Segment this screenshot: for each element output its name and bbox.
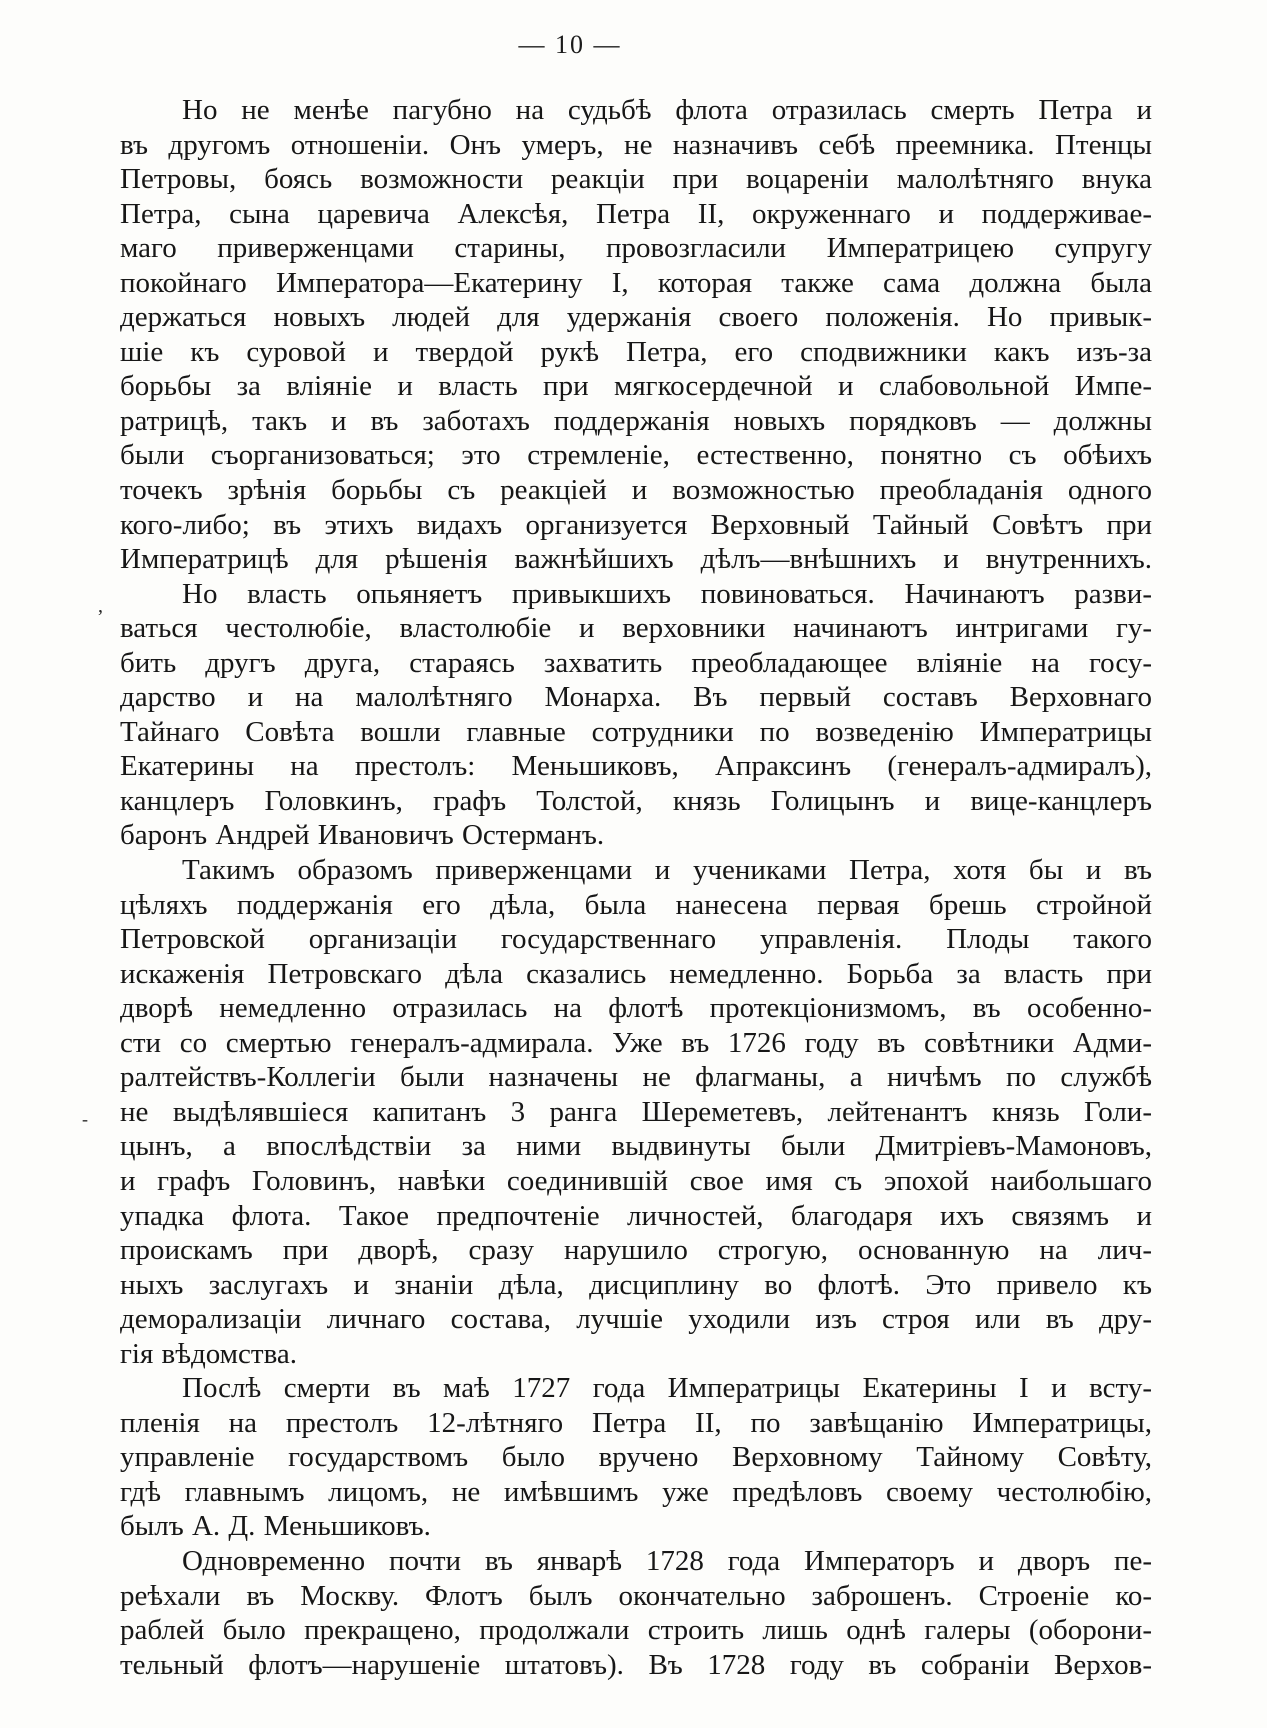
text-line: управленіе государствомъ было вручено Верховному Тайному Совѣту, [120, 1441, 1152, 1474]
text-line: кого-либо; въ этихъ видахъ организуется Верховный Тайный Совѣтъ при [120, 508, 1152, 541]
text-line: упадка флота. Такое предпочтеніе личностей, благодаря ихъ связямъ и [120, 1199, 1152, 1232]
text-line: Императрицѣ для рѣшенія важнѣйшихъ дѣлъ—внѣшнихъ и внутреннихъ. [120, 543, 1152, 576]
print-artifact: ‚ [97, 595, 104, 617]
text-line: ратрицѣ, такъ и въ заботахъ поддержанія новыхъ порядковъ — должны [120, 404, 1152, 437]
paragraph [120, 577, 1152, 853]
text-block [120, 93, 1152, 1682]
paragraph [120, 853, 1152, 1371]
text-line: Одновременно почти въ январѣ 1728 года Императоръ и дворъ пе- [182, 1544, 1152, 1577]
print-artifact: - [82, 1109, 88, 1129]
text-line: Петра, сына царевича Алексѣя, Петра II, окруженнаго и поддерживае- [120, 197, 1152, 230]
text-line: ралтействъ-Коллегіи были назначены не флагманы, а ничѣмъ по службѣ [120, 1061, 1152, 1094]
text-line: гдѣ главнымъ лицомъ, не имѣвшимъ уже предѣловъ своему честолюбію, [120, 1475, 1152, 1508]
text-line: проискамъ при дворѣ, сразу нарушило строгую, основанную на лич- [120, 1234, 1152, 1267]
text-line: ныхъ заслугахъ и знаніи дѣла, дисциплину во флотѣ. Это привело къ [120, 1268, 1152, 1301]
text-line: Такимъ образомъ приверженцами и учениками Петра, хотя бы и въ [182, 854, 1152, 887]
text-line: Но власть опьяняетъ привыкшихъ повиноваться. Начинаютъ разви- [182, 577, 1152, 610]
text-line: бить другъ друга, стараясь захватить преобладающее вліяніе на госу- [120, 646, 1152, 679]
text-line: дворѣ немедленно отразилась на флотѣ протекціонизмомъ, въ особенно- [120, 992, 1152, 1025]
text-line: деморализаціи личнаго состава, лучшіе уходили изъ строя или въ дру- [120, 1303, 1152, 1336]
text-line: держаться новыхъ людей для удержанія своего положенія. Но привык- [120, 301, 1152, 334]
text-line: гія вѣдомства. [120, 1337, 298, 1370]
text-line: реѣхали въ Москву. Флотъ былъ окончательно заброшенъ. Строеніе ко- [120, 1579, 1152, 1612]
text-line: были съорганизоваться; это стремленіе, естественно, понятно съ обѣихъ [120, 439, 1152, 472]
text-line: борьбы за вліяніе и власть при мягкосердечной и слабовольной Импе- [120, 370, 1152, 403]
text-line: не выдѣлявшіеся капитанъ 3 ранга Шереметевъ, лейтенантъ князь Голи- [120, 1095, 1152, 1128]
paragraph [120, 93, 1152, 577]
text-line: баронъ Андрей Ивановичъ Остерманъ. [120, 819, 605, 852]
text-line: Послѣ смерти въ маѣ 1727 года Императрицы Екатерины I и всту- [182, 1372, 1152, 1405]
text-line: маго приверженцами старины, провозгласили Императрицею супругу [120, 232, 1152, 265]
text-line: сти со смертью генералъ-адмирала. Уже въ 1726 году въ совѣтники Адми- [120, 1026, 1152, 1059]
text-line: въ другомъ отношеніи. Онъ умеръ, не назначивъ себѣ преемника. Птенцы [120, 128, 1152, 161]
text-line: Но не менѣе пагубно на судьбѣ флота отразилась смерть Петра и [182, 94, 1152, 126]
text-line: пленія на престолъ 12-лѣтняго Петра II, по завѣщанію Императрицы, [120, 1406, 1152, 1439]
text-line: тельный флотъ—нарушеніе штатовъ). Въ 1728 году въ собраніи Верхов- [120, 1648, 1152, 1681]
text-line: точекъ зрѣнія борьбы съ реакціей и возможностью преобладанія одного [120, 474, 1152, 507]
text-line: былъ А. Д. Меньшиковъ. [120, 1510, 431, 1543]
text-line: покойнаго Императора—Екатерину I, которая также сама должна была [120, 266, 1152, 299]
page-number: — 10 — [518, 30, 622, 59]
text-line: и графъ Головинъ, навѣки соединившій свое имя съ эпохой наибольшаго [120, 1164, 1152, 1197]
text-line: искаженія Петровскаго дѣла сказались немедленно. Борьба за власть при [120, 957, 1152, 990]
text-line: цынъ, а впослѣдствіи за ними выдвинуты были Дмитріевъ-Мамоновъ, [120, 1130, 1152, 1163]
text-line: Петровской организаціи государственнаго управленія. Плоды такого [120, 923, 1152, 956]
text-line: Екатерины на престолъ: Меньшиковъ, Апраксинъ (генералъ-адмиралъ), [120, 750, 1152, 783]
text-line: канцлеръ Головкинъ, графъ Толстой, князь Голицынъ и вице-канцлеръ [120, 784, 1152, 817]
text-line: дарство и на малолѣтняго Монарха. Въ первый составъ Верховнаго [120, 681, 1152, 714]
text-line: Тайнаго Совѣта вошли главные сотрудники по возведенію Императрицы [120, 715, 1152, 748]
text-line: раблей было прекращено, продолжали строить лишь однѣ галеры (оборони- [120, 1614, 1152, 1647]
paragraph [120, 1371, 1152, 1544]
paragraph [120, 1544, 1152, 1682]
text-line: цѣляхъ поддержанія его дѣла, была нанесена первая брешь стройной [120, 888, 1152, 921]
text-line: шіе къ суровой и твердой рукѣ Петра, его сподвижники какъ изъ-за [120, 335, 1152, 368]
text-line: ваться честолюбіе, властолюбіе и верховники начинаютъ интригами гу- [120, 612, 1152, 645]
text-line: Петровы, боясь возможности реакціи при воцареніи малолѣтняго внука [120, 163, 1152, 196]
